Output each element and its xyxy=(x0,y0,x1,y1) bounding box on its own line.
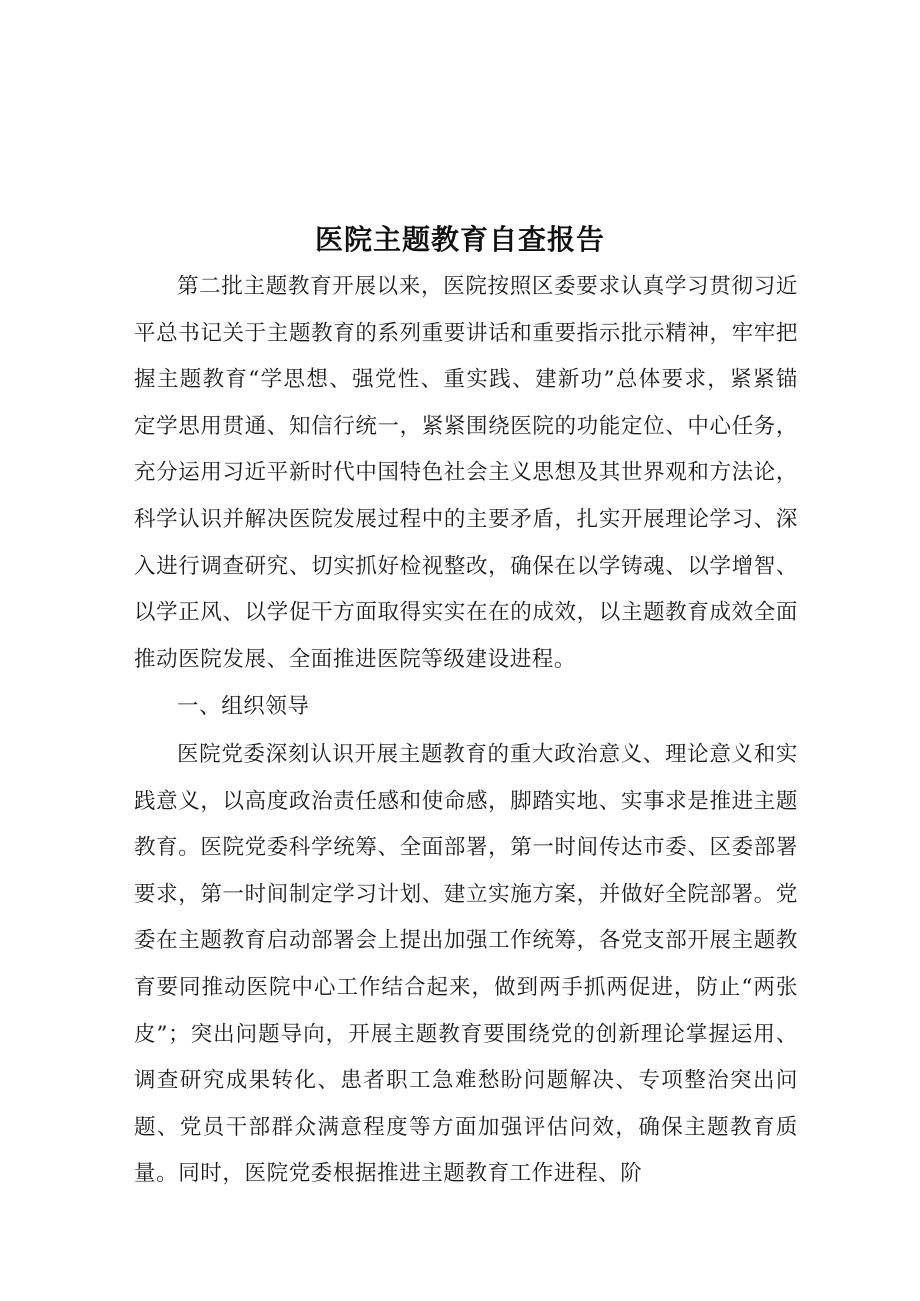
document-body xyxy=(134,264,798,1198)
section-heading-organization-leadership: 一、组织领导 xyxy=(177,694,310,720)
section-paragraph-organization-leadership: 医院党委深刻认识开展主题教育的重大政治意义、理论意义和实践意义，以高度政治责任感和使命感，脚踏实地、实事求是推进主题教育。医院党委科学统筹、全面部署，第一时间传达市委、区委部署要求，第一时间制定学习计划、建立实施方案，并做好全院部署。党委在主题教育启动部署会上提出加强工作统筹，各党支部开展主题教育要同推动医院中心工作结合起来，做到两手抓两促进，防止“两张皮”；突出问题导向，开展主题教育要围绕党的创新理论掌握运用、调查研究成果转化、患者职工急难愁盼问题解决、专项整治突出问题、党员干部群众满意程度等方面加强评估问效，确保主题教育质量。同时，医院党委根据推进主题教育工作进程、阶 xyxy=(134,741,798,1187)
document-title: 医院主题教育自查报告 xyxy=(314,223,605,256)
intro-paragraph: 第二批主题教育开展以来，医院按照区委要求认真学习贯彻习近平总书记关于主题教育的系列重要讲话和重要指示批示精神，牢牢把握主题教育“学思想、强党性、重实践、建新功”总体要求，紧紧锚定学思用贯通、知信行统一，紧紧围绕医院的功能定位、中心任务，充分运用习近平新时代中国特色社会主义思想及其世界观和方法论，科学认识并解决医院发展过程中的主要矛盾，扎实开展理论学习、深入进行调查研究、切实抓好检视整改，确保在以学铸魂、以学增智、以学正风、以学促干方面取得实实在在的成效，以主题教育成效全面推动医院发展、全面推进医院等级建设进程。 xyxy=(134,274,798,672)
